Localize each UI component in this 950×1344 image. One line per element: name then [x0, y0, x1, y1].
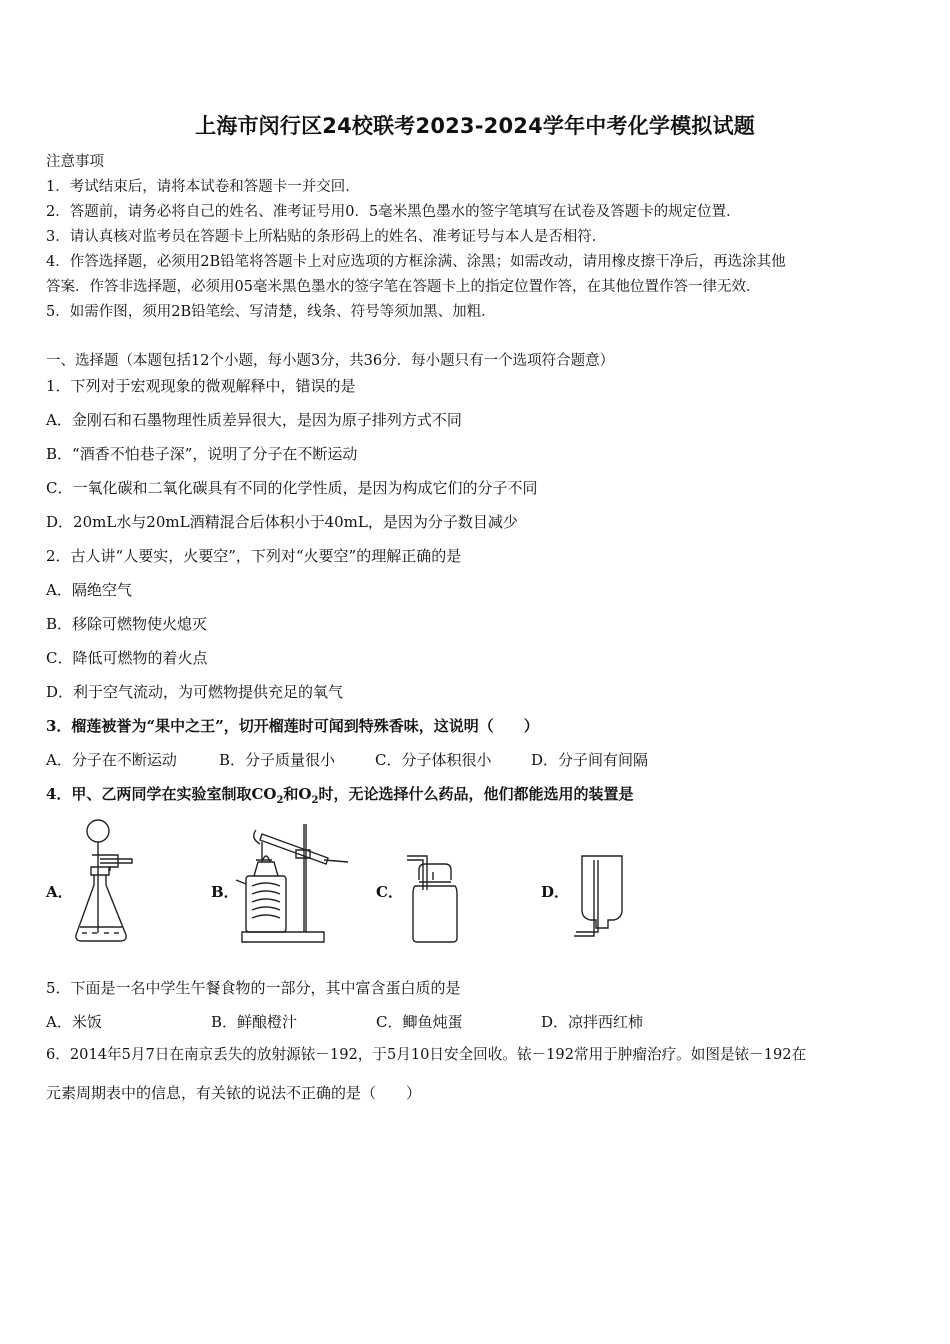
- question-4-stem-pre: 4．甲、乙两同学在实验室制取CO: [46, 785, 277, 803]
- question-6-line-1: 6．2014年5月7日在南京丢失的放射源铱－192，于5月10日安全回收。铱－192常用于肿瘤治疗。如图是铱－192在: [46, 1046, 807, 1063]
- section-heading: 一、选择题（本题包括12个小题，每小题3分，共36分．每小题只有一个选项符合题意）: [46, 353, 615, 369]
- question-5-option-a: A．米饭: [46, 1013, 102, 1031]
- question-1-option-c: C．一氧化碳和二氧化碳具有不同的化学性质，是因为构成它们的分子不同: [46, 479, 538, 497]
- question-4-stem-mid: 和O: [283, 785, 312, 803]
- notice-item: 答案．作答非选择题，必须用05毫米黑色墨水的签字笔在答题卡上的指定位置作答，在其他位置作答一律无效．: [46, 279, 761, 295]
- notice-item: 5．如需作图，须用2B铅笔绘、写清楚，线条、符号等须加黑、加粗．: [46, 304, 496, 320]
- question-1-option-a: A．金刚石和石墨物理性质差异很大，是因为原子排列方式不同: [46, 411, 462, 429]
- question-5-option-b: B．鲜酿橙汁: [211, 1013, 298, 1031]
- apparatus-c-bottle-icon: [405, 850, 463, 944]
- page-title: 上海市闵行区24校联考2023-2024学年中考化学模拟试题: [195, 114, 755, 138]
- question-3-option-b: B．分子质量很小: [219, 751, 336, 769]
- question-3-option-c: C．分子体积很小: [375, 751, 492, 769]
- question-4-label-c: C．: [376, 883, 403, 901]
- notice-item: 3．请认真核对监考员在答题卡上所粘贴的条形码上的姓名、准考证号与本人是否相符．: [46, 229, 607, 245]
- question-4-label-b: B．: [211, 883, 239, 901]
- question-3-option-d: D．分子间有间隔: [531, 751, 649, 769]
- apparatus-a-flask-icon: [70, 815, 140, 947]
- question-5-option-c: C．鲫鱼炖蛋: [376, 1013, 463, 1031]
- question-2-option-b: B．移除可燃物使火熄灭: [46, 615, 208, 633]
- apparatus-b-heating-icon: [232, 820, 352, 946]
- question-1-stem: 1．下列对于宏观现象的微观解释中，错误的是: [46, 377, 356, 395]
- question-3-option-a: A．分子在不断运动: [46, 751, 177, 769]
- question-2-option-d: D．利于空气流动，为可燃物提供充足的氧气: [46, 683, 344, 701]
- question-5-stem: 5．下面是一名中学生午餐食物的一部分，其中富含蛋白质的是: [46, 979, 461, 997]
- notice-item: 1．考试结束后，请将本试卷和答题卡一并交回．: [46, 179, 360, 195]
- subscript: 2: [311, 795, 319, 806]
- question-2-option-a: A．隔绝空气: [46, 581, 132, 599]
- notice-item: 2．答题前，请务必将自己的姓名、准考证号用0．5毫米黑色墨水的签字笔填写在试卷及答题卡的规定位置．: [46, 204, 741, 220]
- question-6-line-2: 元素周期表中的信息，有关铱的说法不正确的是（ ）: [46, 1084, 422, 1102]
- question-4-label-d: D．: [541, 883, 570, 901]
- notice-heading: 注意事项: [46, 154, 104, 170]
- question-2-option-c: C．降低可燃物的着火点: [46, 649, 208, 667]
- question-1-option-b: B．“酒香不怕巷子深”，说明了分子在不断运动: [46, 445, 358, 463]
- question-1-option-d: D．20mL水与20mL酒精混合后体积小于40mL，是因为分子数目减少: [46, 513, 518, 531]
- question-4-stem-post: 时，无论选择什么药品，他们都能选用的装置是: [318, 785, 634, 803]
- notice-item: 4．作答选择题，必须用2B铅笔将答题卡上对应选项的方框涂满、涂黑；如需改动，请用橡皮擦干净后，再选涂其他: [46, 254, 786, 270]
- question-3-stem: 3．榴莲被誉为“果中之王”，切开榴莲时可闻到特殊香味，这说明（ ）: [46, 717, 539, 735]
- question-5-option-d: D．凉拌西红柿: [541, 1013, 644, 1031]
- question-4-stem: [46, 784, 633, 811]
- subscript: 2: [276, 795, 284, 806]
- question-4-label-a: A．: [46, 883, 73, 901]
- question-2-stem: 2．古人讲“人要实，火要空”，下列对“火要空”的理解正确的是: [46, 547, 462, 565]
- apparatus-d-collector-icon: [570, 852, 632, 944]
